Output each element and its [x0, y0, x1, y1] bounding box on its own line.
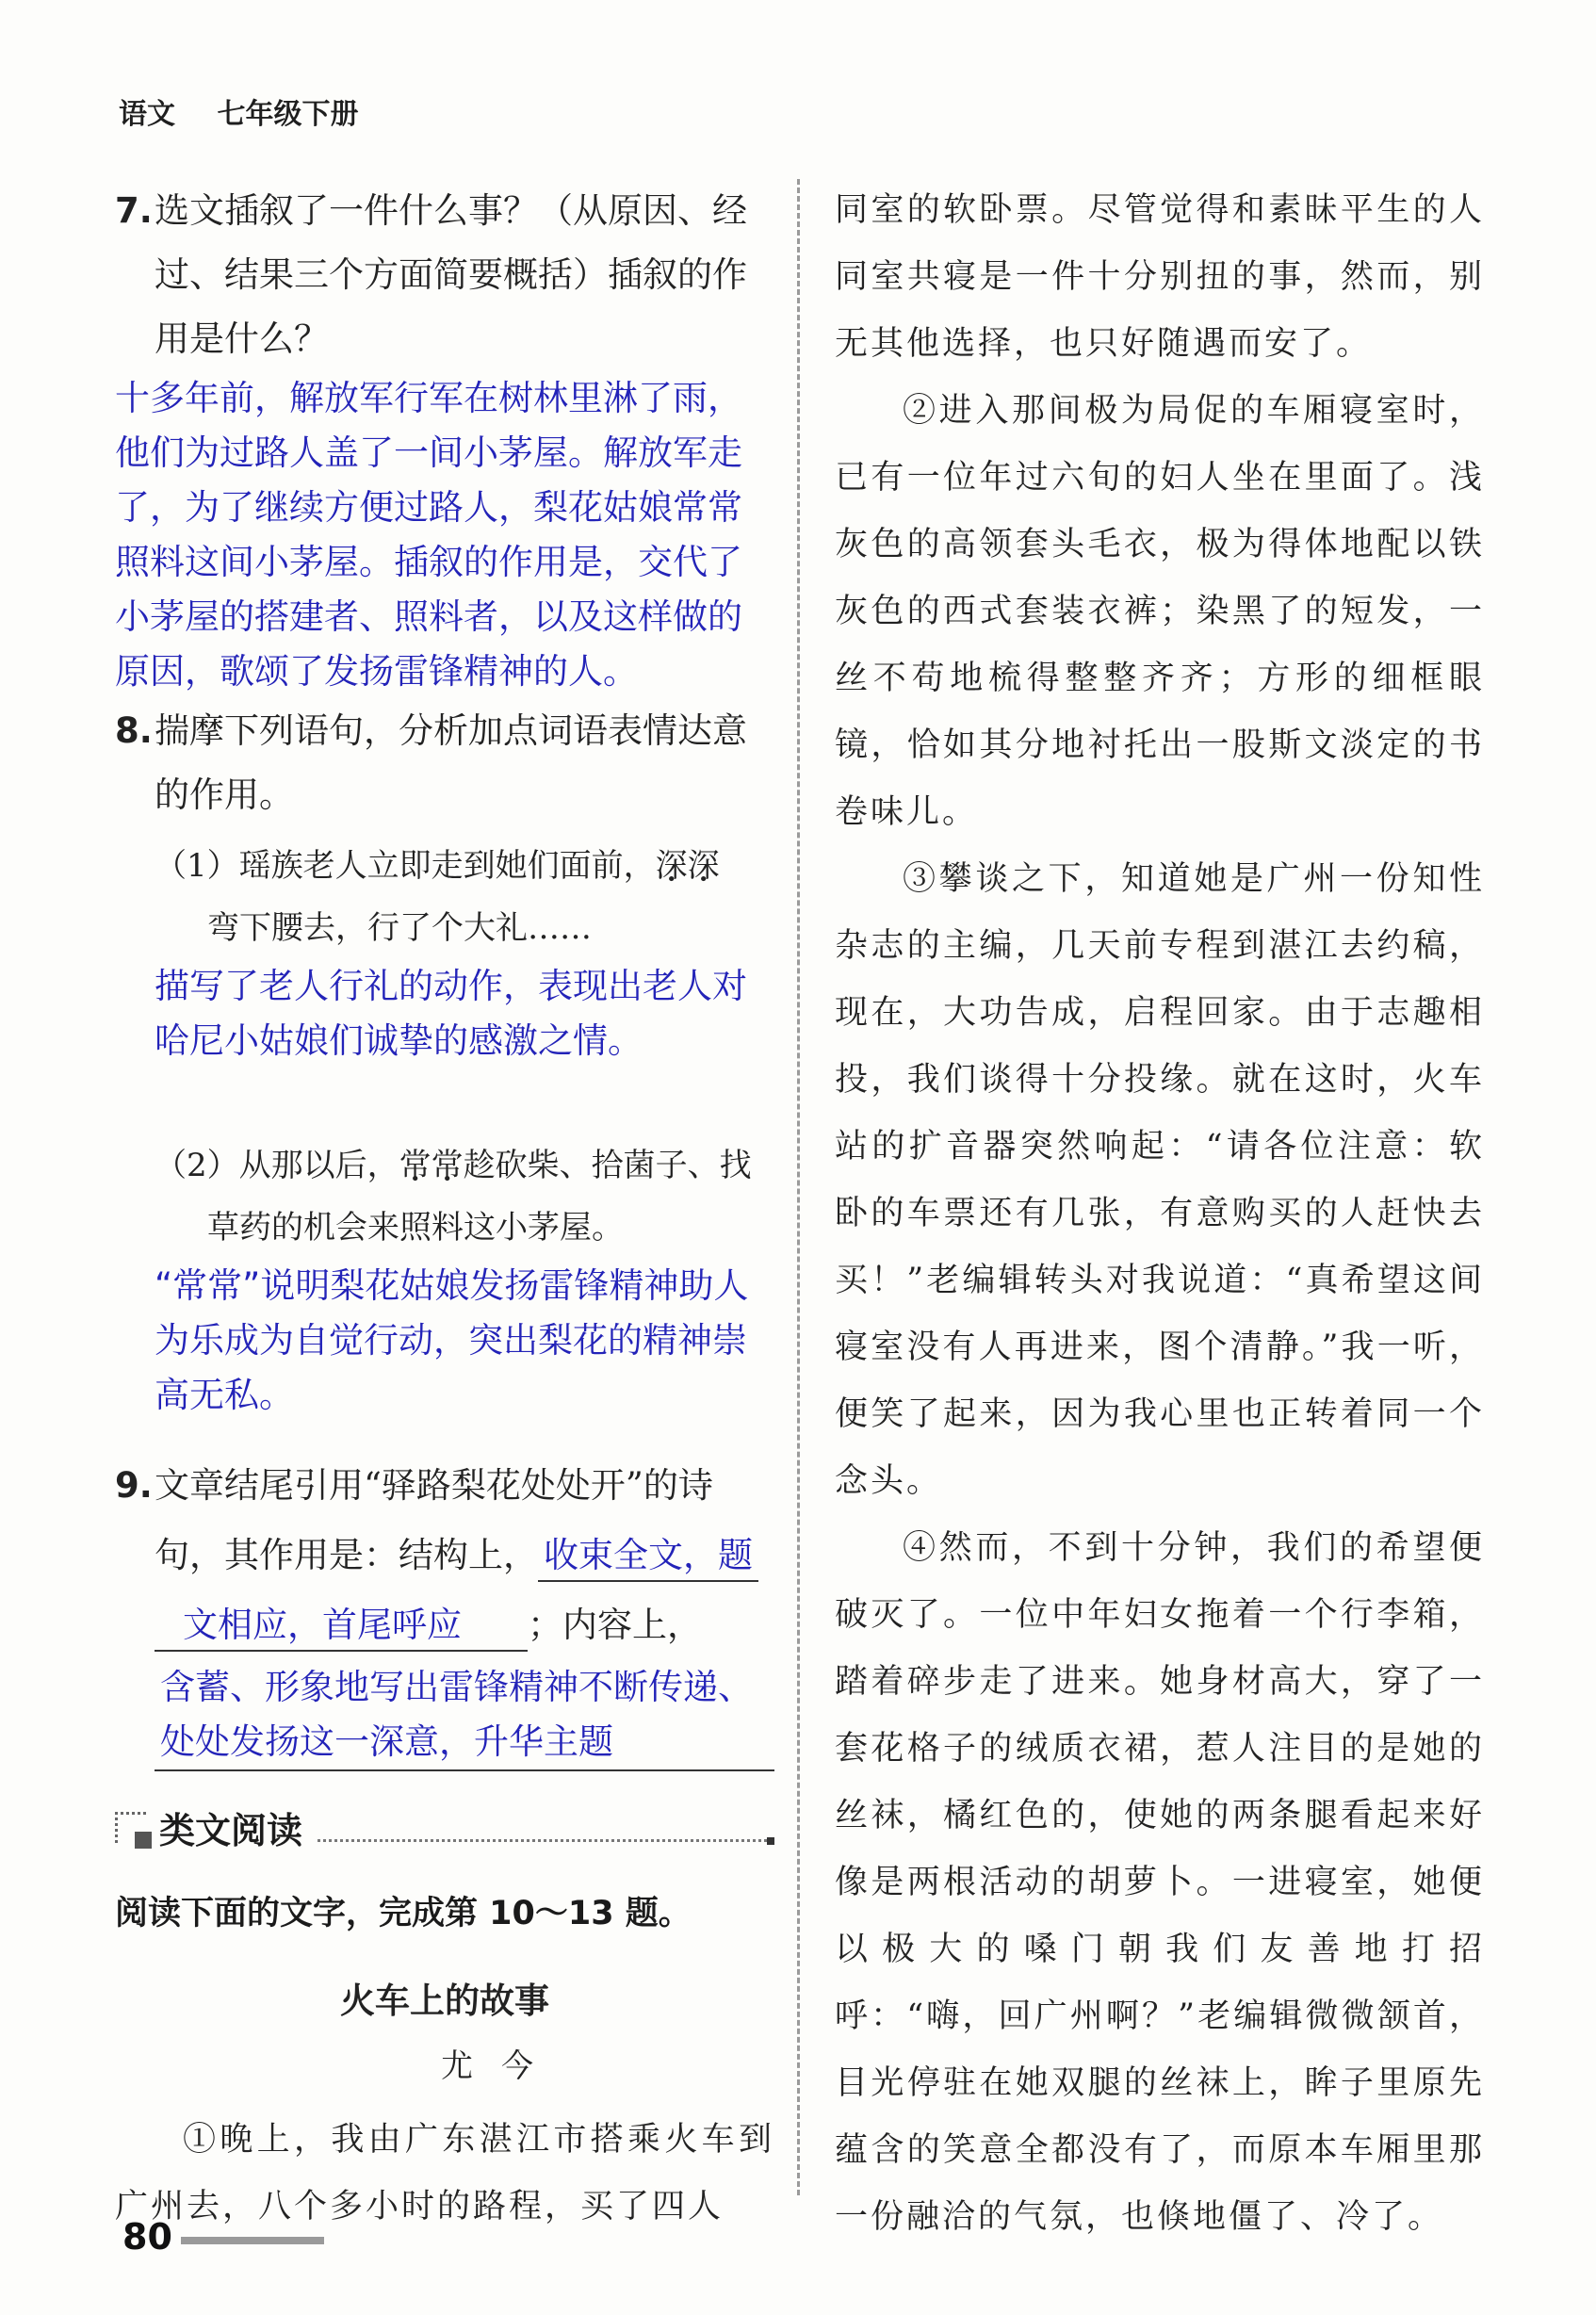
article-paragraph-3: ③攀谈之下，知道她是广州一份知性杂志的主编，几天前专程到湛江去约稿，现在，大功告成，启程回家。由于志趣相投，我们谈得十分投缘。就在这时，火车站的扩音器突然响起：“请各位注意：软卧的车票还有几张，有意购买的人赶快去买！”老编辑转头对我说道：“真希望这间寝室没有人再进来，图个清静。”我一听，便笑了起来，因为我心里也正转着同一个念头。: [835, 860, 1485, 1500]
answer-8-1: 描写了老人行礼的动作，表现出老人对哈尼小姑娘们诚挚的感激之情。: [155, 966, 747, 1061]
page-header: [119, 90, 390, 132]
question-8: [115, 699, 774, 827]
right-column: [835, 177, 1485, 2251]
answer-8-2: “常常”说明梨花姑娘发扬雷锋精神助人为乐成为自觉行动，突出梨花的精神崇高无私。: [155, 1265, 749, 1415]
article-paragraph-2: ②进入那间极为局促的车厢寝室时，已有一位年过六旬的妇人坐在里面了。浅灰色的高领套头毛衣，极为得体地配以铁灰色的西式套装衣裤；染黑了的短发，一丝不苟地梳得整整齐齐；方形的细框眼镜，恰如其分地衬托出一股斯文淡定的书卷味儿。: [835, 392, 1485, 831]
article-paragraph-1b: 同室的软卧票。尽管觉得和素昧平生的人同室共寝是一件十分别扭的事，然而，别无其他选择，也只好随遇而安了。: [835, 191, 1485, 363]
article-author: 尤今: [441, 2047, 562, 2085]
column-divider: [797, 179, 800, 2195]
question-text: 揣摩下列语句，分析加点词语表情达意的作用。: [155, 710, 747, 815]
section-dotted-rule: [318, 1839, 767, 1842]
grade-label: 七年级下册: [217, 98, 359, 131]
subquestion-8-1: [115, 835, 774, 959]
answer-blank-structure-a: 收束全文，题: [538, 1531, 758, 1582]
section-header: [115, 1801, 774, 1853]
emphasis-dot-char: 常: [399, 1147, 432, 1184]
subquestion-line: （1）瑶族老人立即走到她们面前，深深: [155, 847, 720, 885]
question-number: 8.: [115, 710, 153, 751]
question-number: 7.: [115, 190, 153, 231]
subquestion-8-2: [115, 1134, 774, 1259]
subject-label: 语文: [119, 98, 175, 131]
question-text: ；内容上，: [528, 1605, 702, 1645]
answer-blank-structure-b: 文相应，首尾呼应: [155, 1601, 528, 1652]
article-title: 火车上的故事: [340, 1981, 549, 2021]
page-number: 80: [122, 2216, 172, 2258]
rule-end-marker: [767, 1837, 774, 1845]
subquestion-line: （2）从那以后，常常趁砍柴、拾菌子、找: [155, 1147, 752, 1184]
section-title: 类文阅读: [159, 1810, 303, 1851]
question-text: 文章结尾引用“驿路梨花处处开”的诗句，其作用是：结构上，: [155, 1465, 713, 1575]
question-7: [115, 179, 774, 371]
subquestion-line: 草药的机会来照料这小茅屋。: [207, 1209, 624, 1247]
question-9: [115, 1451, 774, 1777]
question-text: 选文插叙了一件什么事？（从原因、经过、结果三个方面简要概括）插叙的作用是什么？: [155, 190, 747, 359]
reading-instruction: 阅读下面的文字，完成第 10～13 题。: [115, 1895, 692, 1932]
section-bracket-icon: [115, 1812, 146, 1843]
left-column: [115, 179, 774, 2241]
emphasis-dot-char: 深: [655, 847, 688, 885]
emphasis-dot-char: 深: [687, 847, 720, 885]
subquestion-line: 弯下腰去，行了个大礼……: [207, 909, 592, 947]
article-paragraph-1a: ①晚上，我由广东湛江市搭乘火车到广州去，八个多小时的路程，买了四人: [115, 2121, 774, 2225]
answer-7: 十多年前，解放军行军在树林里淋了雨，他们为过路人盖了一间小茅屋。解放军走了，为了继续方便过路人，梨花姑娘常常照料这间小茅屋。插叙的作用是，交代了小茅屋的搭建者、照料者，以及这样做的原因，歌颂了发扬雷锋精神的人。: [115, 378, 742, 692]
answer-blank-content: 含蓄、形象地写出雷锋精神不断传递、处处发扬这一深意，升华主题: [155, 1660, 774, 1771]
question-number: 9.: [115, 1465, 153, 1506]
footer-decor-bar: [181, 2237, 324, 2244]
emphasis-dot-char: 常: [431, 1147, 464, 1184]
article-paragraph-4: ④然而，不到十分钟，我们的希望便破灭了。一位中年妇女拖着一个行李箱，踏着碎步走了进来。她身材高大，穿了一套花格子的绒质衣裙，惹人注目的是她的丝袜，橘红色的，使她的两条腿看起来好像是两根活动的胡萝卜。一进寝室，她便以极大的嗓门朝我们友善地打招呼：“嗨，回广州啊？”老编辑微微颔首，目光停驻在她双腿的丝袜上，眸子里原先蕴含的笑意全都没有了，而原本车厢里那一份融洽的气氛，也倏地僵了、冷了。: [835, 1529, 1485, 2236]
